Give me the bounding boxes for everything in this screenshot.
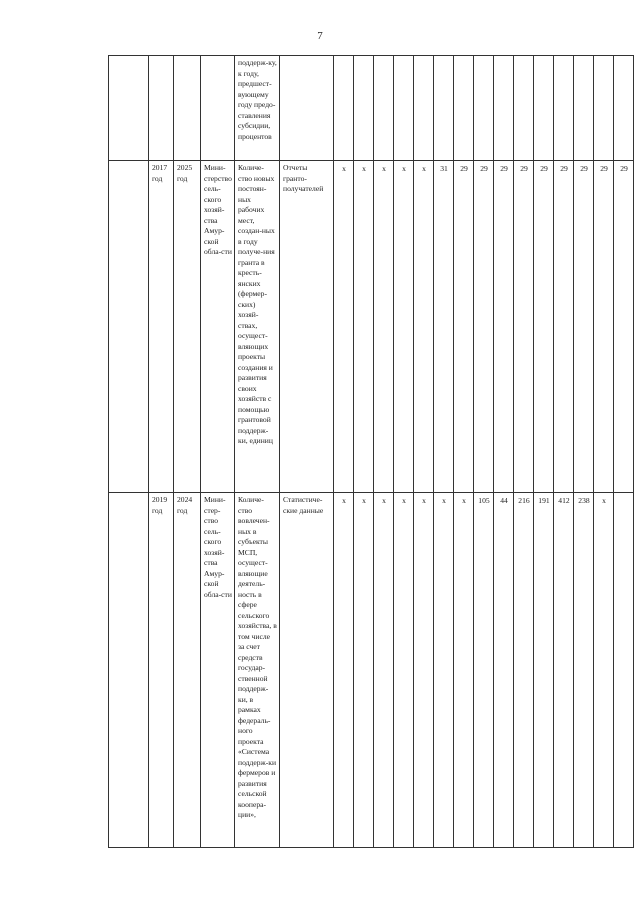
value-cell: x [414, 161, 434, 493]
value-cell: 29 [594, 161, 614, 493]
source-cell: Отчеты гранто-получателей [280, 161, 334, 493]
value-cell: x [394, 161, 414, 493]
value-cell [434, 56, 454, 161]
start-year-cell: 2017 год [149, 161, 174, 493]
value-cell: 105 [474, 493, 494, 848]
value-cell [614, 56, 634, 161]
end-year-cell [174, 56, 201, 161]
value-cell: 29 [454, 161, 474, 493]
value-cell: x [594, 493, 614, 848]
value-cell: x [454, 493, 474, 848]
value-cell [574, 56, 594, 161]
indicator-cell: Количе-ство новых постоян-ных рабочих мест, создан-ных в году получе-ния гранта в кресть-янских (фермер-ских) хозяй-ствах, осущест-вляющих проекты создания и развития своих хозяйств с помощью грантовой поддерж-ки, единиц [235, 161, 280, 493]
value-cell [514, 56, 534, 161]
value-cell: x [374, 493, 394, 848]
value-cell [374, 56, 394, 161]
indicator-cell: Количе-ство вовлечен-ных в субъекты МСП, осущест-вляющие деятель-ность в сфере сельского хозяйства, в том числе за счет средств государ-ственной поддерж-ки, в рамках федераль-ного проекта «Система поддерж-ки фермеров и развития сельской коопера-ции», [235, 493, 280, 848]
indicator-table [108, 55, 634, 848]
blank-cell [109, 56, 149, 161]
executor-cell: Мини-стерство сель-ского хозяй-ства Амур-ской обла-сти [201, 161, 235, 493]
value-cell: x [394, 493, 414, 848]
value-cell [414, 56, 434, 161]
value-cell [534, 56, 554, 161]
value-cell [614, 493, 634, 848]
value-cell [394, 56, 414, 161]
value-cell: 29 [474, 161, 494, 493]
value-cell: 29 [574, 161, 594, 493]
value-cell: x [334, 493, 354, 848]
value-cell [494, 56, 514, 161]
value-cell [554, 56, 574, 161]
value-cell: 191 [534, 493, 554, 848]
value-cell: 412 [554, 493, 574, 848]
executor-cell [201, 56, 235, 161]
value-cell: 216 [514, 493, 534, 848]
value-cell: x [354, 493, 374, 848]
source-cell [280, 56, 334, 161]
value-cell: 44 [494, 493, 514, 848]
start-year-cell: 2019 год [149, 493, 174, 848]
value-cell: 31 [434, 161, 454, 493]
value-cell: 29 [534, 161, 554, 493]
end-year-cell: 2024 год [174, 493, 201, 848]
executor-cell: Мини-стер-ство сель-ского хозяй-ства Амур-ской обла-сти [201, 493, 235, 848]
start-year-cell [149, 56, 174, 161]
value-cell: 238 [574, 493, 594, 848]
source-cell: Статистиче-ские данные [280, 493, 334, 848]
value-cell: 29 [614, 161, 634, 493]
value-cell [454, 56, 474, 161]
value-cell [594, 56, 614, 161]
value-cell [474, 56, 494, 161]
blank-cell [109, 161, 149, 493]
value-cell: 29 [514, 161, 534, 493]
value-cell [354, 56, 374, 161]
value-cell: x [434, 493, 454, 848]
table-row [109, 56, 634, 161]
value-cell: 29 [494, 161, 514, 493]
end-year-cell: 2025 год [174, 161, 201, 493]
indicator-cell: поддерж-ку, к году, предшест-вующему году предо-ставления субсидии, процентов [235, 56, 280, 161]
value-cell: 29 [554, 161, 574, 493]
value-cell: x [414, 493, 434, 848]
value-cell: x [354, 161, 374, 493]
table-row [109, 493, 634, 848]
value-cell: x [374, 161, 394, 493]
page-number: 7 [317, 30, 323, 42]
table-row [109, 161, 634, 493]
blank-cell [109, 493, 149, 848]
value-cell: x [334, 161, 354, 493]
value-cell [334, 56, 354, 161]
